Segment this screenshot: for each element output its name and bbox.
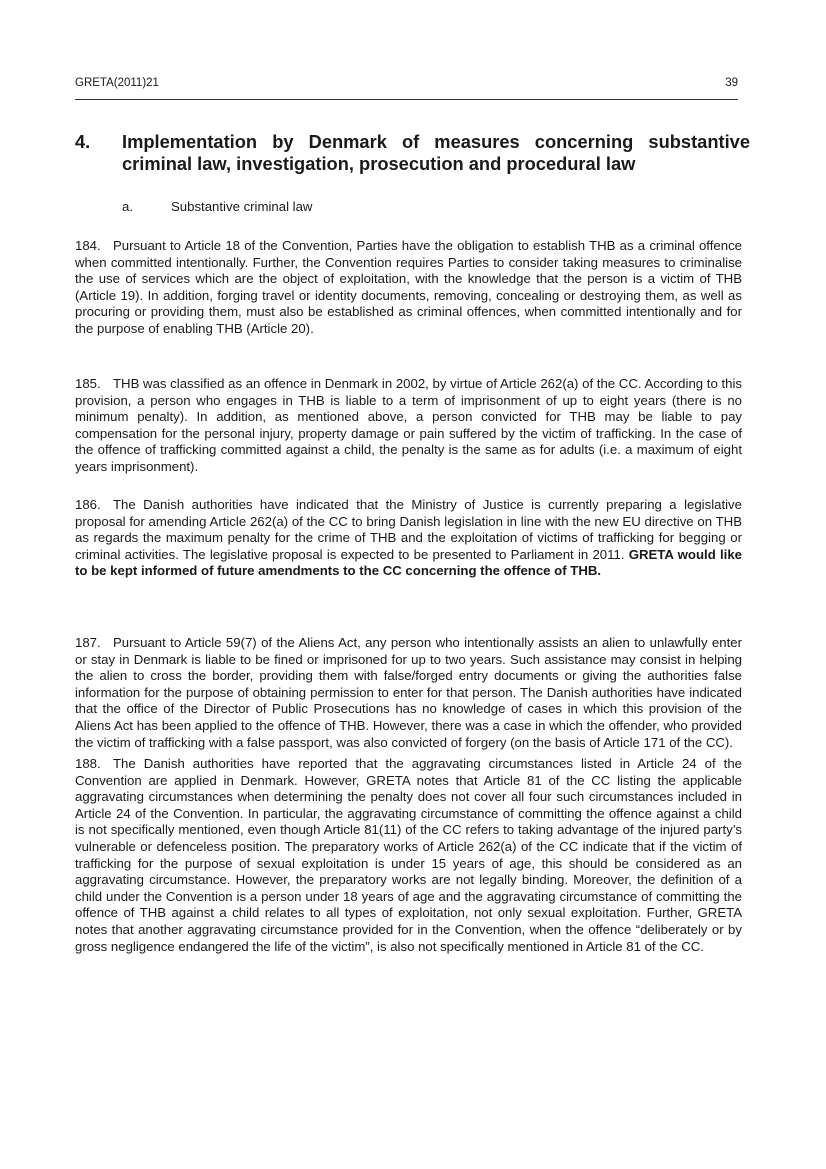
paragraph-187 [75, 635, 742, 751]
section-title: Implementation by Denmark of measures concerning substantive criminal law, investigation, prosecution and procedural law [122, 131, 750, 174]
paragraph-text: The Danish authorities have reported that the aggravating circumstances listed in Article 24 of the Convention are applied in Denmark. However, GRETA notes that Article 81 of the CC listing the applicable aggravating circumstances when determining the penalty does not cover all four such circumstances included in Article 24 of the Convention. In particular, the aggravating circumstance of committing the offence against a child is not specifically mentioned, even though Article 81(11) of the CC refers to taking advantage of the injured party’s vulnerable or defenceless position. The preparatory works of Article 262(a) of the CC indicate that if the victim of trafficking for the purpose of sexual exploitation is under 15 years of age, this should be considered as an aggravating circumstance. However, the preparatory works are not legally binding. Moreover, the definition of a child under the Convention is a person under 18 years of age and the aggravating circumstance of committing the offence of THB against a child relates to all types of exploitation, not only sexual exploitation. Further, GRETA notes that another aggravating circumstance provided for in the Convention, when the offence “deliberately or by gross negligence endangered the life of the victim”, is also not specifically mentioned in Article 81 of the CC. [75, 756, 742, 954]
paragraph-number: 184. [75, 238, 101, 253]
paragraph-text: Pursuant to Article 59(7) of the Aliens Act, any person who intentionally assists an alien to unlawfully enter or stay in Denmark is liable to be fined or imprisoned for up to two years. Such assistance may consist in helping the alien to cross the border, providing them with false/forged entry documents or giving the authorities false information for the purpose of obtaining permission to enter for that person. The Danish authorities have indicated that the office of the Director of Public Prosecutions has no knowledge of cases in which this provision of the Aliens Act has been applied to the offence of THB. However, there was a case in which the offender, who provided the victim of trafficking with a false passport, was also convicted of forgery (on the basis of Article 171 of the CC). [75, 635, 742, 750]
subsection-title: Substantive criminal law [171, 199, 313, 214]
paragraph-bold-text: GRETA would like to be kept informed of future amendments to the CC concerning the offence of THB. [75, 546, 742, 579]
paragraph-184 [75, 238, 742, 338]
paragraph-text: Pursuant to Article 18 of the Convention, Parties have the obligation to establish THB as a criminal offence when committed intentionally. Further, the Convention requires Parties to consider taking measures to criminalise the use of services which are the object of exploitation, with the knowledge that the person is a victim of THB (Article 19). In addition, forging travel or identity documents, removing, concealing or destroying them, as well as procuring or providing them, must also be established as criminal offences, when committed intentionally and for the purpose of enabling THB (Article 20). [75, 238, 742, 336]
subsection-letter: a. [122, 199, 133, 214]
paragraph-number: 188. [75, 756, 101, 771]
page-number: 39 [725, 77, 738, 89]
paragraph-text: The Danish authorities have indicated that the Ministry of Justice is currently preparing a legislative proposal for amending Article 262(a) of the CC to bring Danish legislation in line with the new EU directive on THB as regards the maximum penalty for the crime of THB and the exploitation of victims of trafficking for begging or criminal activities. The legislative proposal is expected to be presented to Parliament in 2011. [75, 497, 742, 562]
paragraph-185 [75, 376, 742, 476]
page-header [75, 77, 738, 100]
paragraph-number: 185. [75, 376, 101, 391]
section-number: 4. [75, 131, 91, 152]
paragraph-186 [75, 497, 742, 580]
paragraph-text: THB was classified as an offence in Denmark in 2002, by virtue of Article 262(a) of the CC. According to this provision, a person who engages in THB is liable to a term of imprisonment of up to eight years (there is no minimum penalty). In addition, as mentioned above, a person convicted for THB may be liable to pay compensation for the personal injury, property damage or pain suffered by the victim of trafficking. In the case of the offence of trafficking committed against a child, the penalty is the same as for adults (i.e. a maximum of eight years imprisonment). [75, 376, 742, 474]
paragraph-number: 187. [75, 635, 101, 650]
paragraph-188 [75, 756, 742, 955]
document-id: GRETA(2011)21 [75, 77, 159, 89]
paragraph-number: 186. [75, 497, 101, 512]
